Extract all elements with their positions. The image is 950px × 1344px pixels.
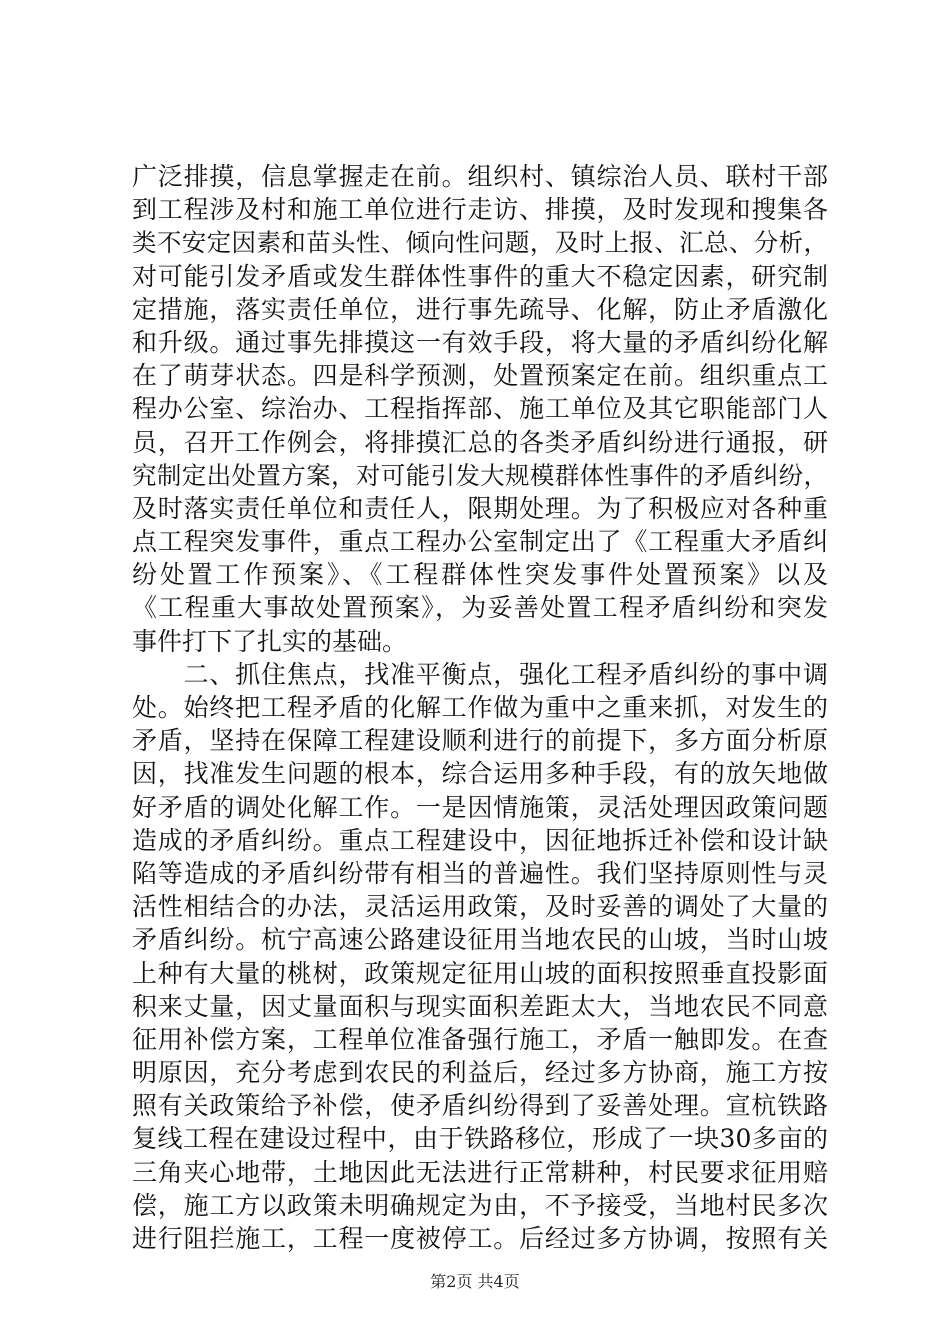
text-line: 矛盾纠纷。杭宁高速公路建设征用当地农民的山坡，当时山坡 bbox=[132, 925, 828, 955]
text-line: 点工程突发事件，重点工程办公室制定出了《工程重大矛盾纠 bbox=[132, 527, 828, 557]
text-line: 积来丈量，因丈量面积与现实面积差距太大，当地农民不同意 bbox=[132, 991, 828, 1021]
text-line: 陷等造成的矛盾纠纷带有相当的普遍性。我们坚持原则性与灵 bbox=[132, 858, 828, 888]
text-line: 好矛盾的调处化解工作。一是因情施策，灵活处理因政策问题 bbox=[132, 792, 828, 822]
text-line: 和升级。通过事先排摸这一有效手段，将大量的矛盾纠纷化解 bbox=[132, 327, 828, 357]
text-line: 进行阻拦施工，工程一度被停工。后经过多方协调，按照有关 bbox=[132, 1224, 828, 1253]
body-text bbox=[132, 160, 828, 1255]
text-line: 因，找准发生问题的根本，综合运用多种手段，有的放矢地做 bbox=[132, 759, 828, 789]
text-line: 纷处置工作预案》、《工程群体性突发事件处置预案》以及 bbox=[132, 560, 828, 590]
text-line: 《工程重大事故处置预案》，为妥善处置工程矛盾纠纷和突发 bbox=[132, 593, 828, 623]
text-line: 照有关政策给予补偿，使矛盾纠纷得到了妥善处理。宣杭铁路 bbox=[132, 1091, 828, 1121]
text-line: 类不安定因素和苗头性、倾向性问题，及时上报、汇总、分析， bbox=[132, 228, 828, 258]
text-line: 广泛排摸，信息掌握走在前。组织村、镇综治人员、联村干部 bbox=[132, 162, 828, 191]
text-line: 在了萌芽状态。四是科学预测，处置预案定在前。组织重点工 bbox=[132, 361, 828, 391]
text-line: 员，召开工作例会，将排摸汇总的各类矛盾纠纷进行通报，研 bbox=[132, 427, 828, 457]
text-line: 上种有大量的桃树，政策规定征用山坡的面积按照垂直投影面 bbox=[132, 958, 828, 988]
text-line: 三角夹心地带，土地因此无法进行正常耕种，村民要求征用赔 bbox=[132, 1157, 828, 1187]
text-line: 处。始终把工程矛盾的化解工作做为重中之重来抓，对发生的 bbox=[132, 693, 828, 722]
page-footer bbox=[0, 1272, 950, 1292]
text-line: 到工程涉及村和施工单位进行走访、排摸，及时发现和搜集各 bbox=[132, 195, 828, 225]
text-line: 矛盾，坚持在保障工程建设顺利进行的前提下，多方面分析原 bbox=[132, 726, 828, 756]
text-line: 定措施，落实责任单位，进行事先疏导、化解，防止矛盾激化 bbox=[132, 294, 828, 324]
text-line: 偿，施工方以政策未明确规定为由，不予接受，当地村民多次 bbox=[132, 1190, 828, 1220]
text-line: 及时落实责任单位和责任人，限期处理。为了积极应对各种重 bbox=[132, 493, 828, 523]
text-line: 造成的矛盾纠纷。重点工程建设中，因征地拆迁补偿和设计缺 bbox=[132, 825, 828, 855]
text-line: 征用补偿方案，工程单位准备强行施工，矛盾一触即发。在查 bbox=[132, 1024, 828, 1054]
page-number: 第2页 共4页 bbox=[430, 1272, 520, 1291]
text-line: 复线工程在建设过程中，由于铁路移位，形成了一块30多亩的 bbox=[132, 1124, 828, 1154]
text-line: 事件打下了扎实的基础。 bbox=[132, 626, 408, 656]
text-line: 对可能引发矛盾或发生群体性事件的重大不稳定因素，研究制 bbox=[132, 261, 828, 291]
text-line: 活性相结合的办法，灵活运用政策，及时妥善的调处了大量的 bbox=[132, 892, 828, 922]
text-line: 究制定出处置方案，对可能引发大规模群体性事件的矛盾纠纷， bbox=[132, 460, 828, 490]
text-line: 二、抓住焦点，找准平衡点，强化工程矛盾纠纷的事中调 bbox=[132, 659, 828, 689]
text-line: 明原因，充分考虑到农民的利益后，经过多方协商，施工方按 bbox=[132, 1058, 828, 1088]
text-line: 程办公室、综治办、工程指挥部、施工单位及其它职能部门人 bbox=[132, 394, 828, 424]
